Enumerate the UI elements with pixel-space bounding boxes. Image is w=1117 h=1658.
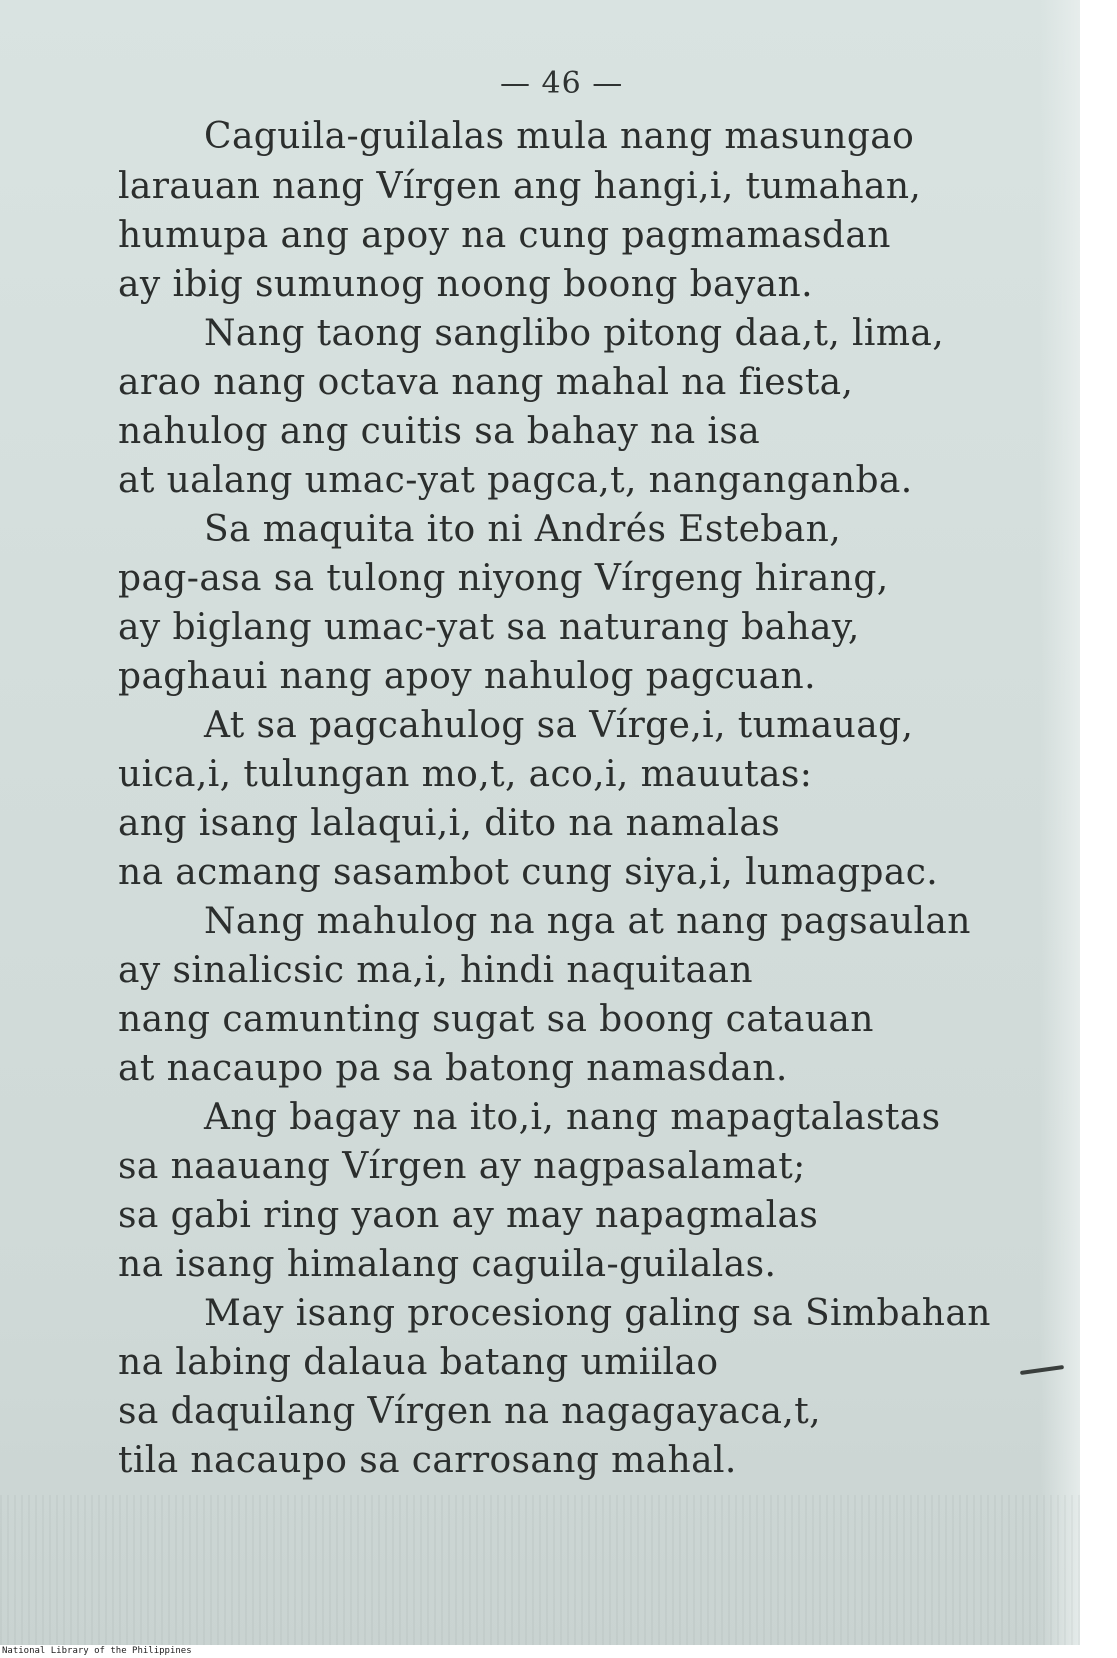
poem-line: sa gabi ring yaon ay may napagmalas <box>118 1195 819 1236</box>
poem-line: Ang bagay na ito,i, nang mapagtalastas <box>204 1097 941 1138</box>
poem-line: Nang mahulog na nga at nang pagsaulan <box>204 901 971 942</box>
poem-line: humupa ang apoy na cung pagmamasdan <box>118 215 891 256</box>
poem-line: ay sinalicsic ma,i, hindi naquitaan <box>118 950 753 991</box>
page-edge-shading <box>1040 0 1080 1645</box>
poem-line: arao nang octava nang mahal na fiesta, <box>118 362 854 403</box>
poem-line: pag-asa sa tulong niyong Vírgeng hirang, <box>118 558 889 599</box>
poem-line: ang isang lalaqui,i, dito na namalas <box>118 803 781 844</box>
paper-grain <box>0 1495 1080 1645</box>
poem-line: Sa maquita ito ni Andrés Esteban, <box>204 509 842 550</box>
poem-line: na acmang sasambot cung siya,i, lumagpac. <box>118 852 939 893</box>
poem-line: na labing dalaua batang umiilao <box>118 1342 719 1383</box>
poem-line: larauan nang Vírgen ang hangi,i, tumahan, <box>118 166 922 207</box>
poem-line: Caguila-guilalas mula nang masungao <box>204 116 915 157</box>
poem-line: ay biglang umac-yat sa naturang bahay, <box>118 607 860 648</box>
page-number: — 46 — <box>500 66 624 101</box>
poem-line: at nacaupo pa sa batong namasdan. <box>118 1048 788 1089</box>
poem-line: ay ibig sumunog noong boong bayan. <box>118 264 813 305</box>
poem-line: nang camunting sugat sa boong catauan <box>118 999 874 1040</box>
poem-line: nahulog ang cuitis sa bahay na isa <box>118 411 761 452</box>
poem-line: sa daquilang Vírgen na nagagayaca,t, <box>118 1391 821 1432</box>
library-credit: National Library of the Philippines <box>2 1646 192 1656</box>
poem-line: at ualang umac-yat pagca,t, nanganganba. <box>118 460 913 501</box>
poem-line: May isang procesiong galing sa Simbahan <box>204 1293 991 1334</box>
poem-line: Nang taong sanglibo pitong daa,t, lima, <box>204 313 945 354</box>
poem-line: tila nacaupo sa carrosang mahal. <box>118 1440 737 1481</box>
poem-line: sa naauang Vírgen ay nagpasalamat; <box>118 1146 806 1187</box>
poem-line: paghaui nang apoy nahulog pagcuan. <box>118 656 816 697</box>
poem-line: uica,i, tulungan mo,t, aco,i, mauutas: <box>118 754 813 795</box>
poem-line: na isang himalang caguila-guilalas. <box>118 1244 777 1285</box>
poem-line: At sa pagcahulog sa Vírge,i, tumauag, <box>204 705 914 746</box>
